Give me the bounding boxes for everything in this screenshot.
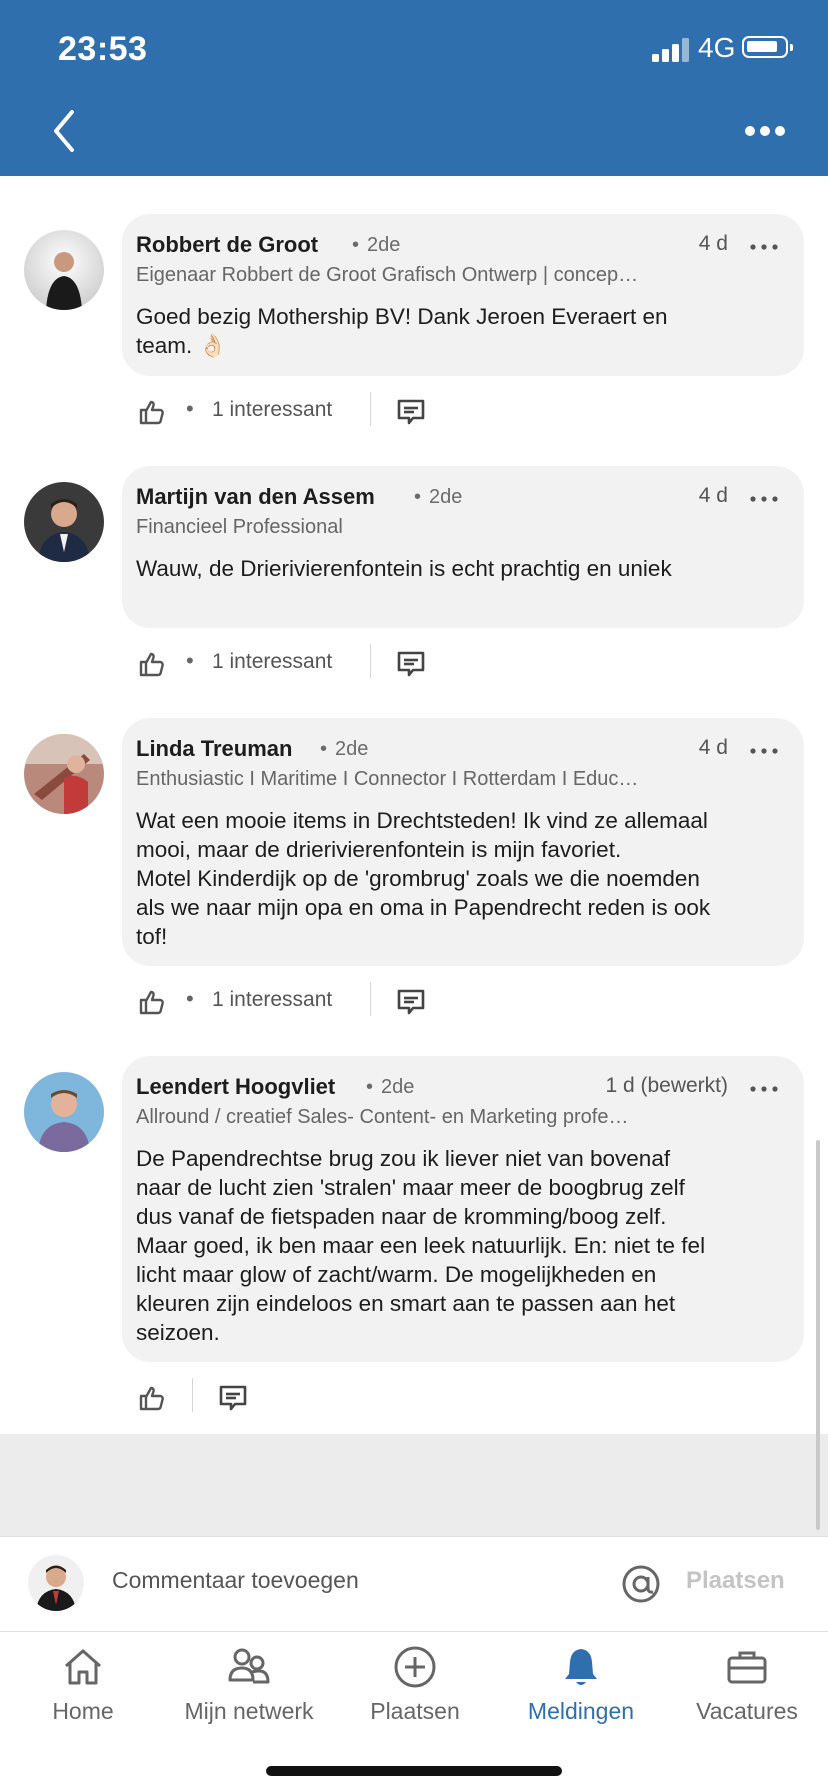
nav-label: Mijn netwerk [184, 1698, 314, 1724]
comment-text [136, 554, 776, 583]
commenter-name[interactable]: Martijn van den Assem [136, 484, 375, 509]
home-icon [60, 1644, 106, 1690]
separator-dot: • [186, 396, 194, 421]
comment-time: 1 d (bewerkt) [605, 1074, 728, 1097]
commenter-headline: Allround / creatief Sales- Content- en Marketing profe… [136, 1106, 629, 1128]
separator-dot: • [186, 986, 194, 1011]
separator-dot: • [186, 648, 194, 673]
comment-line: Wauw, de Drierivierenfontein is echt prachtig en uniek [136, 556, 672, 581]
comment-text [136, 806, 776, 951]
signal-icon [652, 38, 696, 62]
status-time: 23:53 [58, 30, 148, 68]
comment-actions [134, 388, 434, 432]
divider [370, 392, 371, 426]
comment-more-icon[interactable] [750, 496, 778, 502]
connection-degree: • 2de [414, 486, 462, 509]
commenter-avatar[interactable] [24, 230, 104, 310]
comment-more-icon[interactable] [750, 244, 778, 250]
comment-line: Motel Kinderdijk op de 'grombrug' zoals we die noemden [136, 866, 700, 891]
connection-degree: • 2de [352, 234, 400, 257]
commenter-avatar[interactable] [24, 482, 104, 562]
comment-line: tof! [136, 924, 168, 949]
my-avatar [28, 1555, 84, 1611]
reply-icon[interactable] [396, 988, 426, 1016]
commenter-name[interactable]: Leendert Hoogvliet [136, 1074, 336, 1099]
comment-line: Wat een mooie items in Drechtsteden! Ik vind ze allemaal [136, 808, 708, 833]
comment-input[interactable]: Commentaar toevoegen [112, 1567, 359, 1593]
comment-line: als we naar mijn opa en oma in Papendrecht reden is ook [136, 895, 711, 920]
post-comment-button[interactable]: Plaatsen [686, 1567, 785, 1594]
comment-line: dus vanaf de fietspaden naar de kromming/boog zelf. [136, 1204, 667, 1229]
nav-label: Home [52, 1698, 114, 1724]
divider [192, 1378, 193, 1412]
commenter-headline: Financieel Professional [136, 516, 343, 538]
like-icon[interactable] [138, 650, 166, 678]
comment-line: naar de lucht zien 'stralen' maar meer de boogbrug zelf [136, 1175, 685, 1200]
connection-degree: • 2de [366, 1076, 414, 1099]
people-icon [226, 1644, 272, 1690]
more-options-icon[interactable] [744, 124, 786, 138]
nav-label: Vacatures [696, 1698, 798, 1724]
comment-line: Goed bezig Mothership BV! Dank Jeroen Everaert en [136, 304, 668, 329]
comment-text [136, 302, 776, 360]
comment-actions [134, 1374, 434, 1418]
plus-circle-icon [392, 1644, 438, 1690]
app-header [0, 0, 828, 176]
feed-end-area [0, 1434, 828, 1536]
nav-jobs[interactable] [664, 1632, 828, 1742]
comment-bubble [122, 214, 804, 376]
commenter-name[interactable]: Linda Treuman [136, 736, 293, 761]
comment-bubble [122, 1056, 804, 1362]
comment-bubble [122, 718, 804, 966]
nav-post[interactable] [332, 1632, 498, 1742]
commenter-name[interactable]: Robbert de Groot [136, 232, 319, 257]
nav-notifications[interactable] [498, 1632, 664, 1742]
reaction-count[interactable]: 1 interessant [212, 988, 333, 1011]
commenter-avatar[interactable] [24, 1072, 104, 1152]
comment-bubble [122, 466, 804, 628]
nav-home[interactable] [0, 1632, 166, 1742]
comment-more-icon[interactable] [750, 748, 778, 754]
comment-line: mooi, maar de drierivierenfontein is mijn favoriet. [136, 837, 622, 862]
mention-at-icon[interactable] [620, 1563, 662, 1605]
divider [370, 644, 371, 678]
comment-time: 4 d [698, 484, 728, 507]
comment-time: 4 d [698, 232, 728, 255]
reply-icon[interactable] [396, 398, 426, 426]
home-indicator [266, 1766, 562, 1776]
connection-degree: • 2de [320, 738, 368, 761]
reply-icon[interactable] [396, 650, 426, 678]
scrollbar[interactable] [816, 1140, 820, 1530]
comment-more-icon[interactable] [750, 1086, 778, 1092]
network-type: 4G [698, 32, 736, 63]
back-chevron-icon[interactable] [46, 108, 82, 154]
battery-icon [742, 36, 788, 58]
reaction-count[interactable]: 1 interessant [212, 398, 333, 421]
comment-composer [0, 1536, 828, 1632]
comment-line: De Papendrechtse brug zou ik liever niet van bovenaf [136, 1146, 671, 1171]
like-icon[interactable] [138, 988, 166, 1016]
briefcase-icon [724, 1644, 770, 1690]
comment-line: Maar goed, ik ben maar een leek natuurlijk. En: niet te fel [136, 1233, 706, 1258]
reply-icon[interactable] [218, 1384, 248, 1412]
comment-time: 4 d [698, 736, 728, 759]
nav-label: Meldingen [527, 1698, 635, 1724]
comment-actions [134, 640, 434, 684]
bell-icon [558, 1644, 604, 1690]
commenter-headline: Eigenaar Robbert de Groot Grafisch Ontwerp | concep… [136, 264, 639, 286]
nav-label: Plaatsen [370, 1698, 460, 1724]
comment-line: licht maar glow of zacht/warm. De mogelijkheden en [136, 1262, 657, 1287]
comment-line: team. 👌🏻 [136, 333, 227, 358]
comment-line: seizoen. [136, 1320, 220, 1345]
like-icon[interactable] [138, 1384, 166, 1412]
commenter-avatar[interactable] [24, 734, 104, 814]
comment-text [136, 1144, 776, 1347]
divider [370, 982, 371, 1016]
nav-network[interactable] [166, 1632, 332, 1742]
like-icon[interactable] [138, 398, 166, 426]
commenter-headline: Enthusiastic I Maritime I Connector I Rotterdam I Educ… [136, 768, 639, 790]
comment-line: kleuren zijn eindeloos en smart aan te passen aan het [136, 1291, 676, 1316]
comment-actions [134, 978, 434, 1022]
reaction-count[interactable]: 1 interessant [212, 650, 333, 673]
